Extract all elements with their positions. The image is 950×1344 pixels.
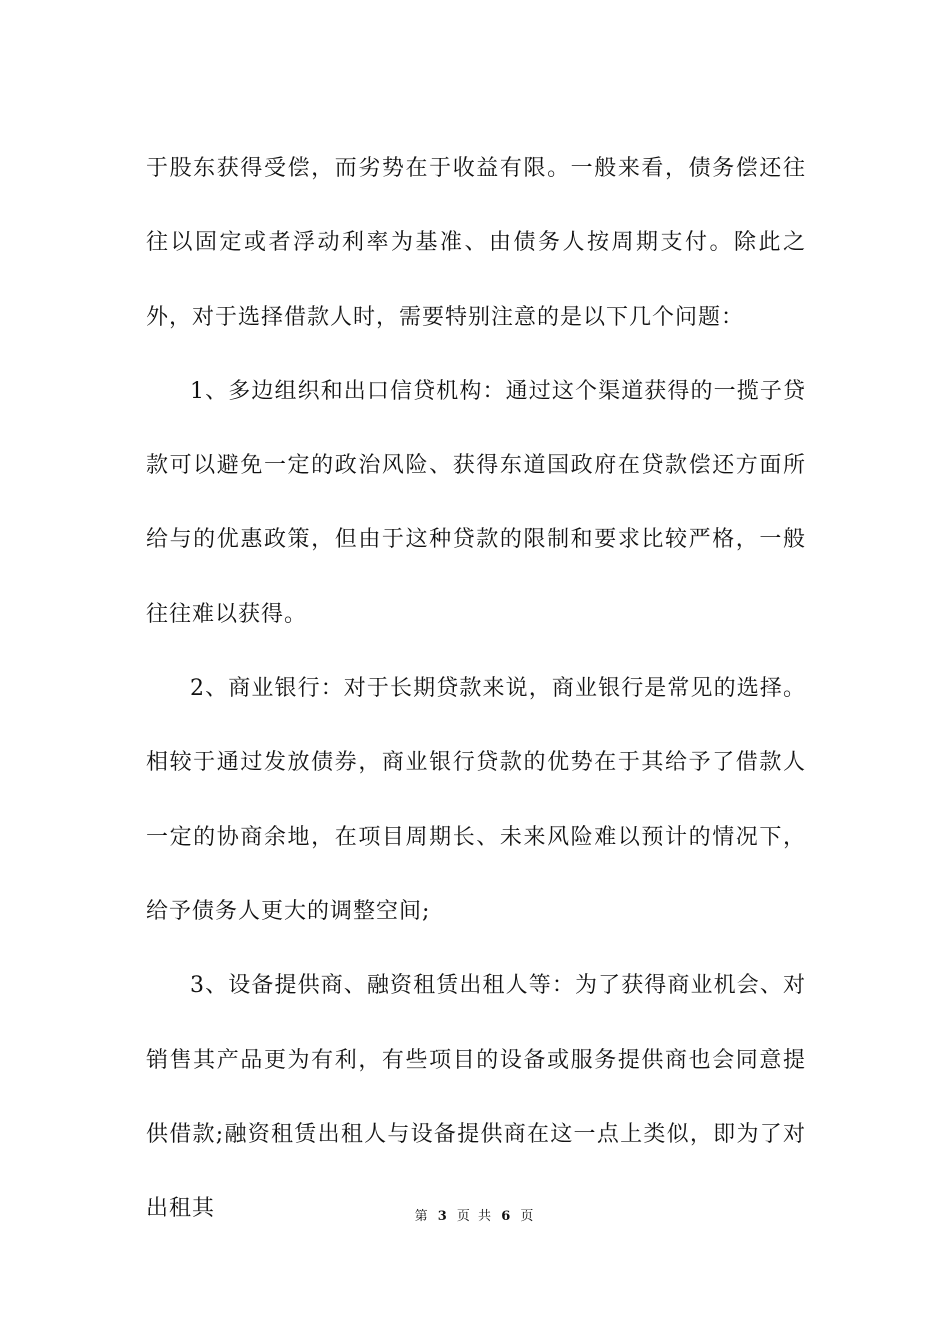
footer-middle: 页 共 — [456, 1209, 494, 1224]
paragraph-intro-continued: 于股东获得受偿，而劣势在于收益有限。一般来看，债务偿还往往以固定或者浮动利率为基准、由债务人按周期支付。除此之外，对于选择借款人时，需要特别注意的是以下几个问题： — [146, 156, 806, 330]
footer-current-page: 3 — [437, 1209, 449, 1224]
footer-suffix: 页 — [520, 1209, 536, 1224]
footer-total-pages: 6 — [501, 1209, 513, 1224]
footer-prefix: 第 — [414, 1209, 430, 1224]
paragraph-item-3: 3、设备提供商、融资租赁出租人等：为了获得商业机会、对销售其产品更为有利，有些项目的设备或服务提供商也会同意提供借款;融资租赁出租人与设备提供商在这一点上类似，即为了对出租其 — [146, 973, 806, 1222]
body-text — [146, 132, 806, 1246]
paragraph-item-2: 2、商业银行：对于长期贷款来说，商业银行是常见的选择。相较于通过发放债券，商业银行贷款的优势在于其给予了借款人一定的协商余地，在项目周期长、未来风险难以预计的情况下，给予债务人更大的调整空间; — [146, 676, 806, 924]
page-footer — [0, 1209, 950, 1225]
paragraph-item-1: 1、多边组织和出口信贷机构：通过这个渠道获得的一揽子贷款可以避免一定的政治风险、获得东道国政府在贷款偿还方面所给与的优惠政策，但由于这种贷款的限制和要求比较严格，一般往往难以获得。 — [146, 378, 806, 627]
